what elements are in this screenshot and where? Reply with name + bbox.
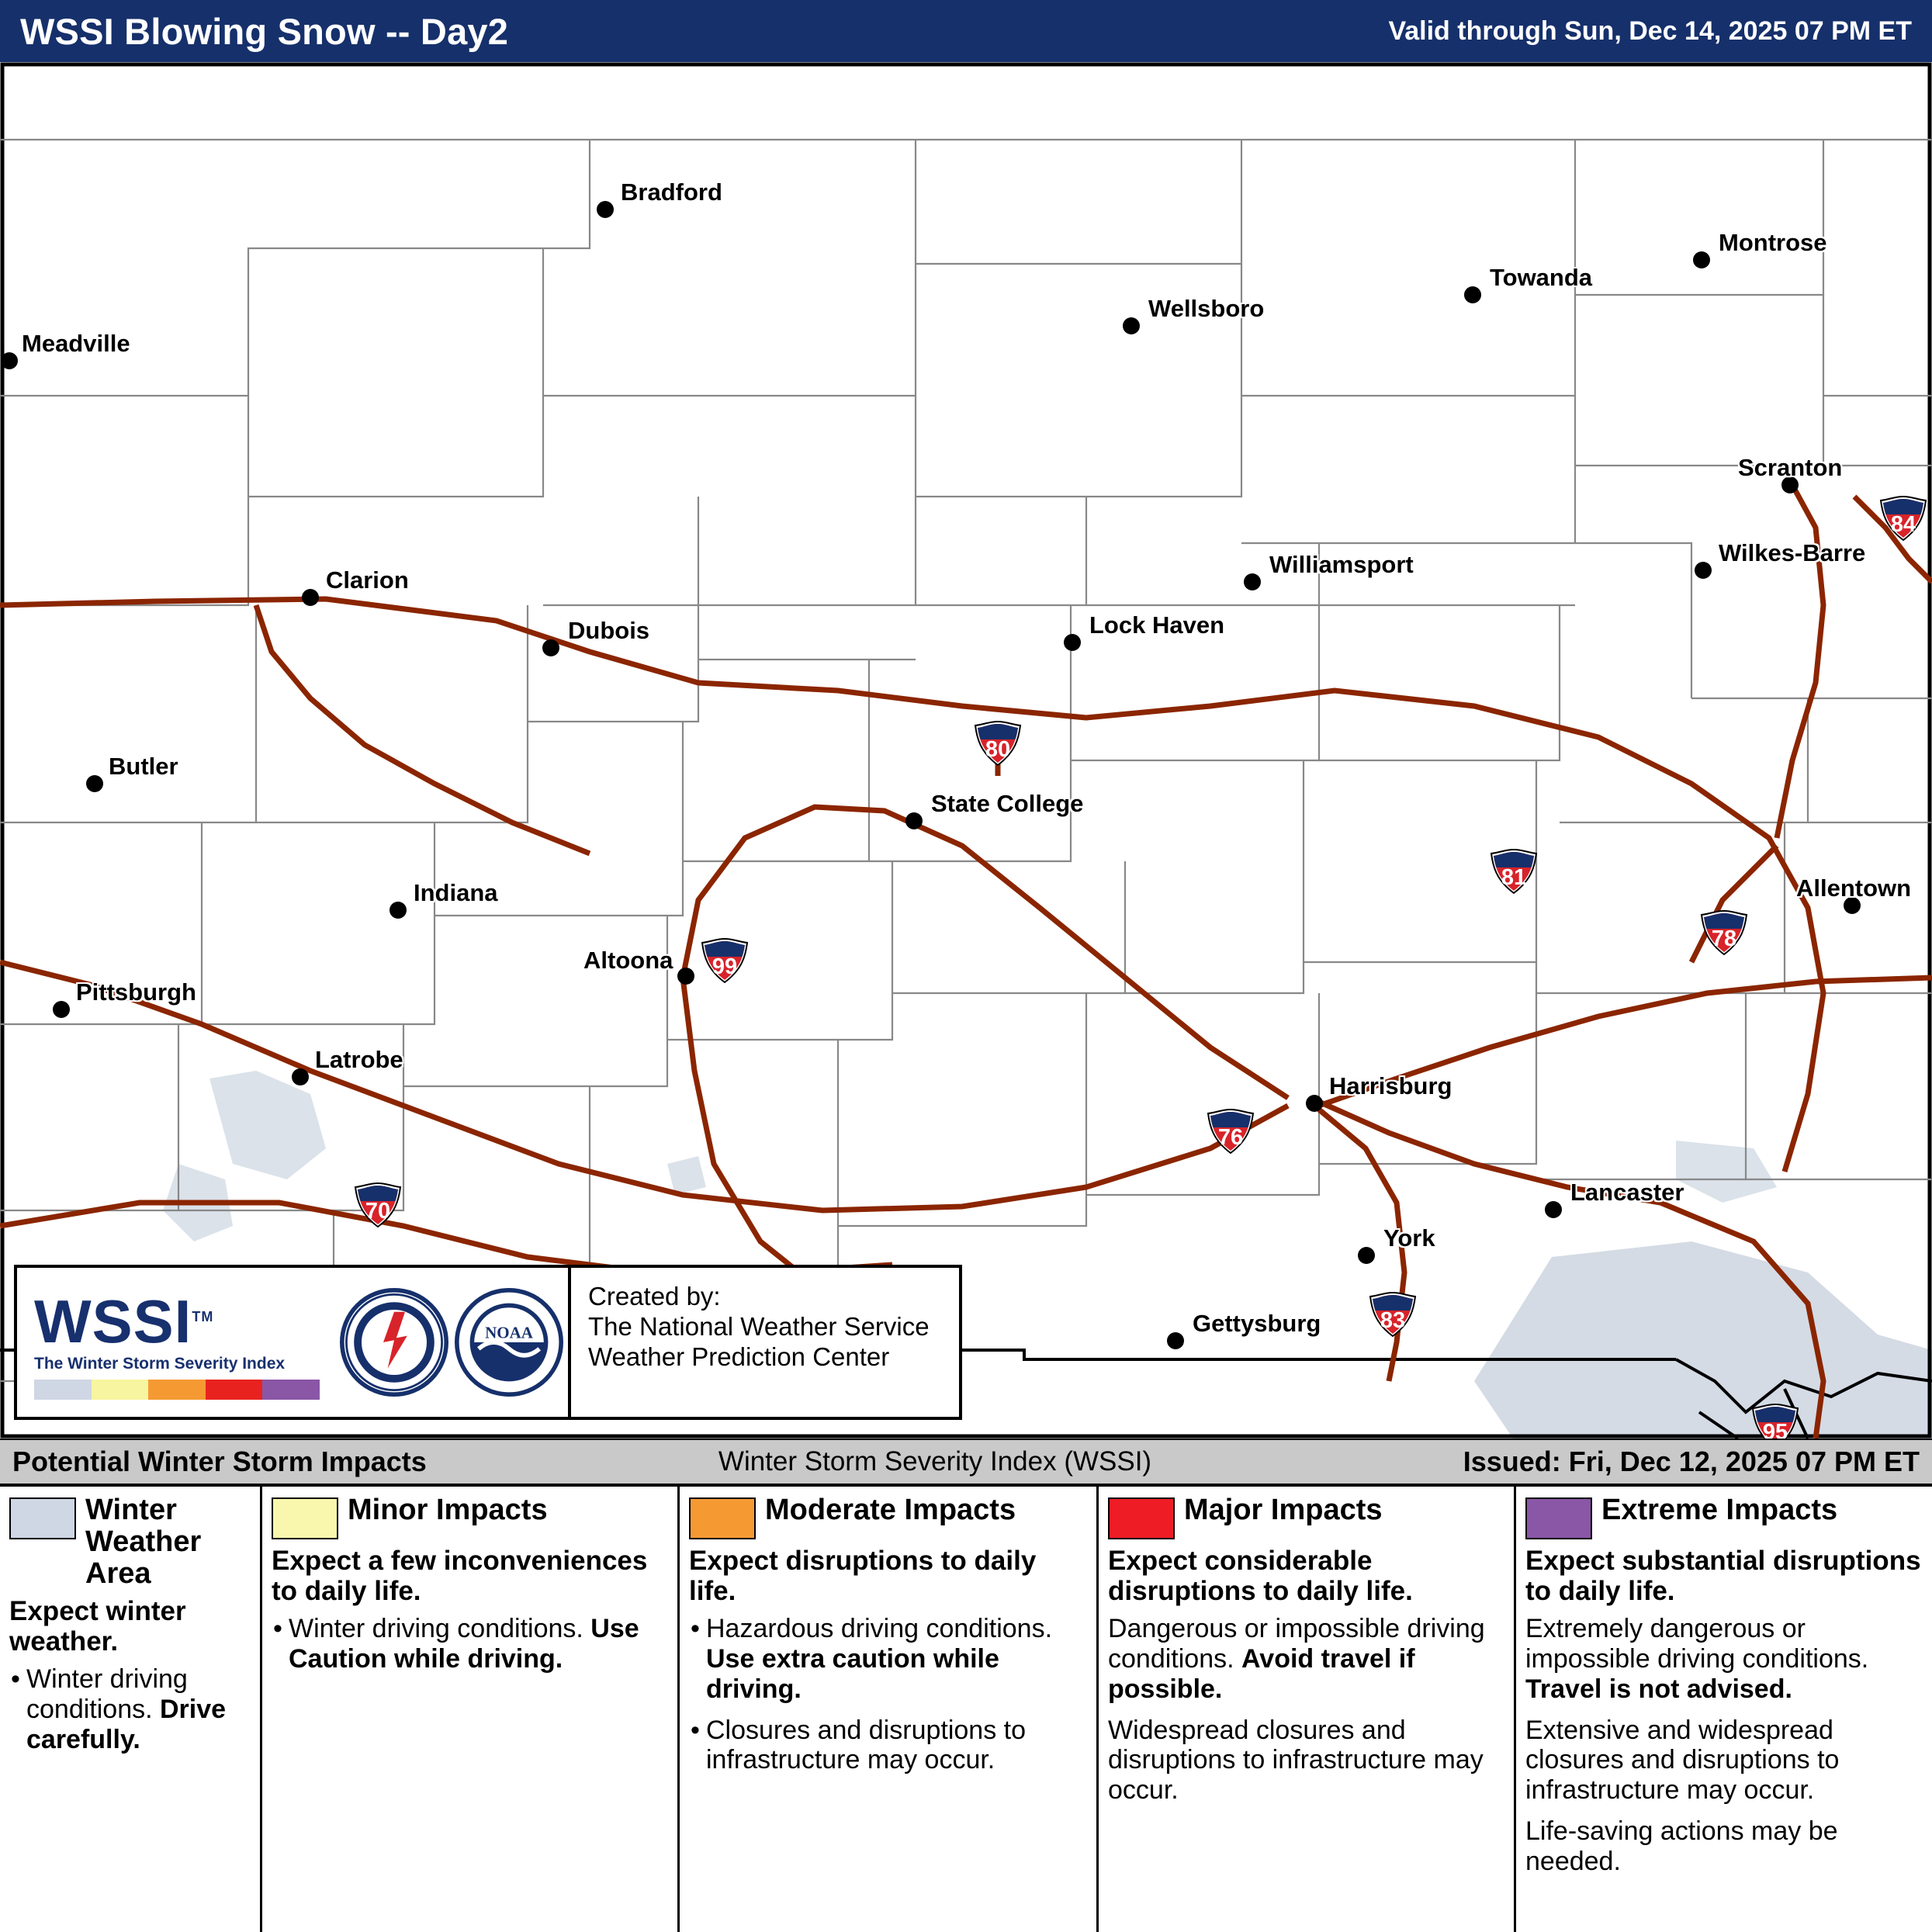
- legend-column: [1516, 1487, 1932, 1932]
- interstate-number: 80: [985, 737, 1011, 762]
- color-scale-swatch: [34, 1380, 92, 1400]
- city-dot: [1695, 562, 1712, 579]
- agency-seals: [335, 1268, 568, 1417]
- wssi-tagline: The Winter Storm Severity Index: [34, 1355, 286, 1373]
- city-label: Williamsport: [1269, 551, 1414, 578]
- legend-bullet: • Closures and disruptions to infrastructure may occur.: [689, 1716, 1087, 1776]
- city-dot: [677, 968, 694, 985]
- city-label: Dubois: [568, 617, 650, 644]
- city-label: Wellsboro: [1148, 295, 1265, 322]
- city-label: York: [1383, 1224, 1435, 1252]
- legend-title: Winter Weather Area: [85, 1494, 202, 1591]
- city-label: Wilkes-Barre: [1719, 539, 1866, 566]
- city-label: State College: [931, 790, 1084, 817]
- impact-legend: [0, 1485, 1932, 1932]
- city-dot: [53, 1001, 70, 1018]
- legend-bullet: Extensive and widespread closures and disruptions to infrastructure may occur.: [1525, 1715, 1840, 1806]
- interstate-number: 99: [712, 954, 738, 979]
- valid-through-text: Valid through Sun, Dec 14, 2025 07 PM ET: [1388, 16, 1912, 46]
- legend-summary: Expect disruptions to daily life.: [689, 1546, 1037, 1607]
- credit-block: [568, 1268, 959, 1417]
- color-scale-swatch: [92, 1380, 149, 1400]
- city-dot: [1, 352, 18, 369]
- page-title: WSSI Blowing Snow -- Day2: [20, 10, 509, 52]
- city-dot: [1545, 1201, 1562, 1218]
- city-label: Harrisburg: [1329, 1072, 1452, 1099]
- interstate-number: 76: [1217, 1125, 1244, 1150]
- wssi-wordmark: [34, 1287, 327, 1356]
- legend-summary: Expect substantial disruptions to daily life.: [1525, 1546, 1921, 1607]
- city-dot: [292, 1068, 309, 1085]
- interstate-number: 78: [1711, 926, 1737, 951]
- city-label: Lock Haven: [1089, 611, 1225, 639]
- wssi-logo-box: [14, 1265, 962, 1420]
- interstate-shield-icon: [354, 1182, 402, 1227]
- legend-bullet: Life-saving actions may be needed.: [1525, 1816, 1838, 1876]
- city-dot: [905, 812, 923, 829]
- city-label: Altoona: [583, 947, 673, 974]
- legend-bullet: Extremely dangerous or impossible driving conditions. Travel is not advised.: [1525, 1614, 1869, 1704]
- legend-bullets: [1525, 1614, 1923, 1876]
- color-scale-swatch: [148, 1380, 206, 1400]
- credit-line-2: The National Weather Service: [588, 1311, 930, 1341]
- city-label: Butler: [109, 753, 178, 780]
- interstate-shield-icon: [1700, 910, 1748, 955]
- interstate-number: 83: [1380, 1308, 1406, 1333]
- city-label: Gettysburg: [1193, 1310, 1321, 1337]
- interstate-number: 95: [1762, 1420, 1788, 1439]
- map-vector-layer: [0, 62, 1932, 1439]
- legend-column: [1099, 1487, 1516, 1932]
- interstate-number: 84: [1890, 512, 1916, 537]
- legend-column: [262, 1487, 680, 1932]
- legend-bullets: [9, 1664, 251, 1754]
- legend-bullets: [689, 1614, 1087, 1775]
- wssi-brand: [17, 1268, 335, 1417]
- legend-column: [680, 1487, 1099, 1932]
- city-label: Bradford: [621, 178, 722, 206]
- city-dot: [542, 639, 559, 656]
- city-label: Meadville: [22, 330, 130, 357]
- credit-line-1: Created by:: [588, 1282, 721, 1311]
- legend-color-swatch: [9, 1497, 76, 1539]
- interstate-shield-icon: [1490, 849, 1538, 894]
- credit-line-3: Weather Prediction Center: [588, 1342, 890, 1371]
- map-canvas[interactable]: [0, 62, 1932, 1439]
- legend-summary: Expect considerable disruptions to daily life.: [1108, 1546, 1413, 1607]
- legend-color-swatch: [1525, 1497, 1592, 1539]
- city-label: Pittsburgh: [76, 978, 196, 1006]
- color-scale-swatch: [206, 1380, 263, 1400]
- legend-summary: Expect a few inconveniences to daily life.: [272, 1546, 648, 1607]
- city-label: Indiana: [414, 879, 498, 906]
- legend-header: [1108, 1494, 1504, 1539]
- city-dot: [1123, 317, 1140, 334]
- interstate-shield-icon: [974, 721, 1022, 766]
- legend-title: Moderate Impacts: [765, 1494, 1016, 1526]
- color-scale-swatch: [262, 1380, 320, 1400]
- city-dot: [86, 775, 103, 792]
- city-dot: [1358, 1247, 1375, 1264]
- city-dot: [1244, 573, 1261, 590]
- city-dot: [597, 201, 614, 218]
- legend-bullet: • Winter driving conditions. Use Caution while driving.: [272, 1614, 668, 1674]
- city-label: Latrobe: [315, 1046, 403, 1073]
- city-label: Allentown: [1796, 874, 1912, 902]
- legend-header: [689, 1494, 1087, 1539]
- city-label: Towanda: [1490, 264, 1593, 291]
- city-dot: [1464, 286, 1481, 303]
- trademark-mark: TM: [192, 1309, 214, 1324]
- city-dot: [390, 902, 407, 919]
- impacts-strip: [0, 1439, 1932, 1485]
- city-dot: [1064, 634, 1081, 651]
- impacts-strip-middle: Winter Storm Severity Index (WSSI): [718, 1446, 1152, 1477]
- city-dot: [1306, 1095, 1323, 1112]
- legend-column: [0, 1487, 262, 1932]
- nws-seal-icon: [340, 1288, 448, 1397]
- interstate-number: 81: [1501, 865, 1527, 890]
- legend-color-swatch: [1108, 1497, 1175, 1539]
- interstate-shield-icon: [701, 938, 749, 983]
- legend-header: [9, 1494, 251, 1590]
- legend-color-swatch: [689, 1497, 756, 1539]
- legend-bullet: • Winter driving conditions. Drive carefully.: [9, 1664, 251, 1754]
- legend-bullet: • Hazardous driving conditions. Use extra caution while driving.: [689, 1614, 1087, 1704]
- svg-text:NOAA: NOAA: [485, 1323, 533, 1342]
- wssi-color-scale: [34, 1380, 320, 1400]
- city-dot: [1693, 251, 1710, 268]
- legend-header: [272, 1494, 668, 1539]
- wssi-wordmark-text: WSSI: [34, 1287, 192, 1356]
- legend-title: Major Impacts: [1184, 1494, 1383, 1526]
- legend-color-swatch: [272, 1497, 338, 1539]
- city-dot: [302, 589, 319, 606]
- legend-title: Minor Impacts: [348, 1494, 548, 1526]
- header-bar: [0, 0, 1932, 62]
- impacts-strip-left: Potential Winter Storm Impacts: [12, 1446, 427, 1477]
- noaa-seal-icon: [455, 1288, 563, 1397]
- interstate-shield-icon: [1207, 1109, 1255, 1154]
- legend-title: Extreme Impacts: [1601, 1494, 1838, 1526]
- city-label: Scranton: [1738, 454, 1843, 481]
- interstate-shield-icon: [1369, 1292, 1417, 1337]
- interstate-number: 70: [365, 1199, 391, 1224]
- city-dot: [1167, 1332, 1184, 1349]
- interstate-shield-icon: [1751, 1404, 1799, 1439]
- impacts-strip-right: Issued: Fri, Dec 12, 2025 07 PM ET: [1463, 1446, 1920, 1477]
- legend-header: [1525, 1494, 1923, 1539]
- interstate-shield-icon: [1879, 496, 1927, 541]
- legend-bullets: [272, 1614, 668, 1674]
- city-label: Clarion: [326, 566, 409, 594]
- legend-bullet: Widespread closures and disruptions to infrastructure may occur.: [1108, 1715, 1484, 1806]
- legend-summary: Expect winter weather.: [9, 1596, 186, 1657]
- city-label: Lancaster: [1570, 1179, 1684, 1206]
- legend-bullets: [1108, 1614, 1504, 1806]
- city-label: Montrose: [1719, 229, 1827, 256]
- legend-bullet: Dangerous or impossible driving conditions. Avoid travel if possible.: [1108, 1614, 1485, 1704]
